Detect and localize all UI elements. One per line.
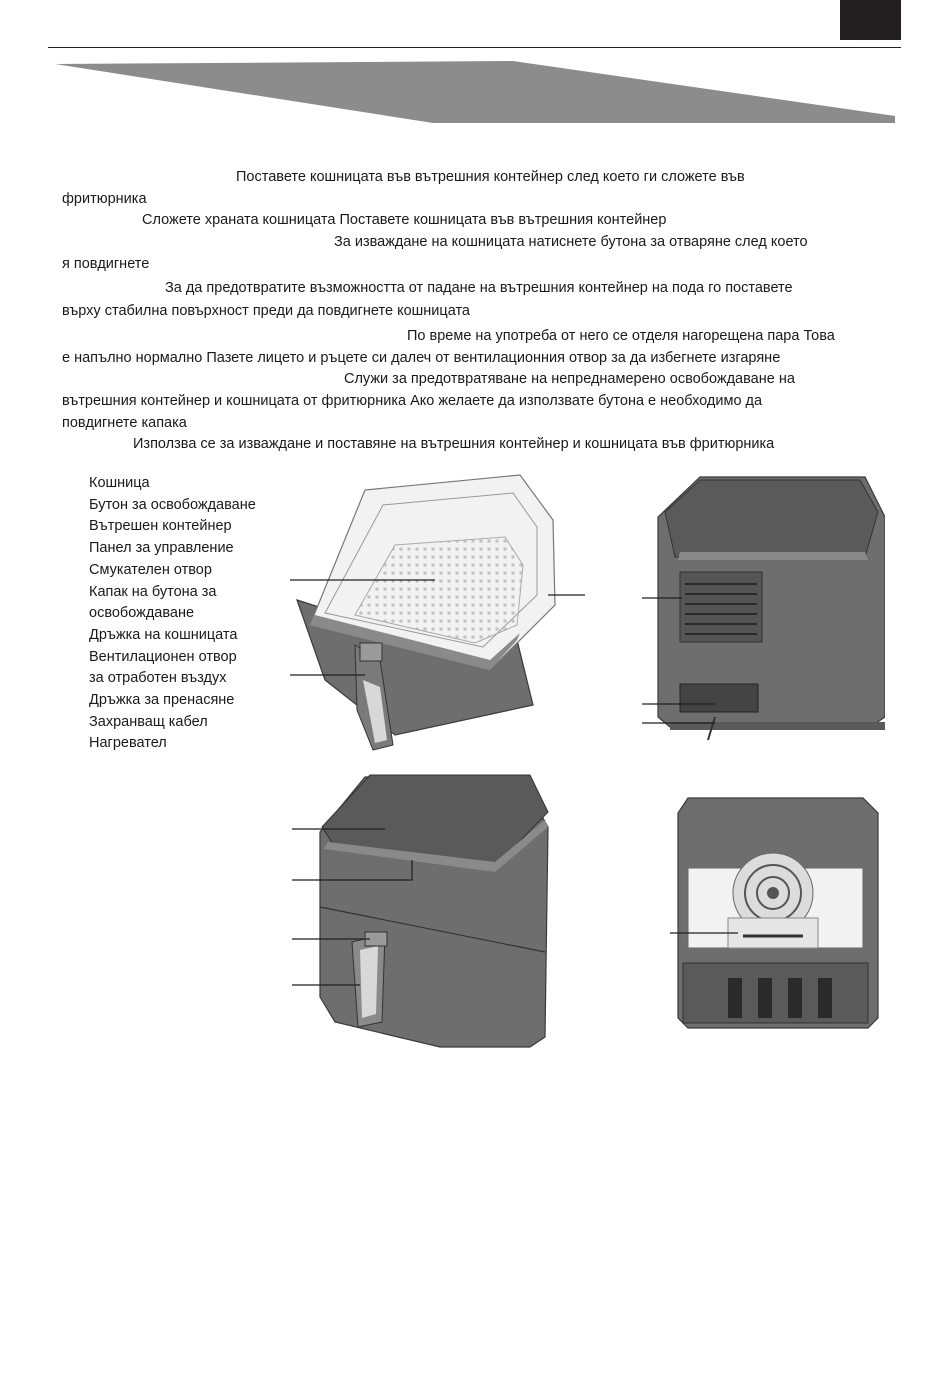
basket-illustration bbox=[285, 465, 595, 755]
instruction-3b: я повдигнете bbox=[62, 256, 150, 272]
part-label: Бутон за освобождаване bbox=[89, 496, 256, 513]
part-label: Кошница bbox=[89, 475, 150, 491]
part-label: Дръжка на кошницата bbox=[89, 626, 238, 643]
bottom-view-illustration bbox=[668, 788, 883, 1033]
front-view-illustration bbox=[290, 772, 555, 1054]
part-label: освобождаване bbox=[89, 605, 195, 622]
instruction-1b: фритюрника bbox=[62, 191, 147, 207]
parts-list bbox=[89, 473, 256, 755]
rear-view-illustration bbox=[640, 472, 885, 750]
instruction-5a: По време на употреба от него се отделя нагорещена пара Това bbox=[407, 328, 835, 344]
section-banner bbox=[55, 61, 895, 123]
part-label: Нагревател bbox=[89, 735, 167, 752]
instruction-6c: повдигнете капака bbox=[62, 415, 187, 431]
part-label: Дръжка за пренасяне bbox=[89, 692, 235, 709]
header-rule bbox=[48, 47, 901, 48]
instruction-7: Използва се за изваждане и поставяне на вътрешния контейнер и кошницата във фритюрника bbox=[133, 436, 775, 452]
part-label: Смукателен отвор bbox=[89, 561, 212, 578]
part-label: Вътрешен контейнер bbox=[89, 518, 232, 535]
instruction-3a: За изваждане на кошницата натиснете бутона за отваряне след което bbox=[334, 234, 808, 250]
part-label: за отработен въздух bbox=[89, 670, 227, 687]
instruction-6b: вътрешния контейнер и кошницата от фритюрника Ако желаете да използвате бутона е необходимо да bbox=[62, 393, 763, 409]
part-label: Панел за управление bbox=[89, 540, 234, 557]
part-label: Капак на бутона за bbox=[89, 583, 217, 600]
instruction-6a: Служи за предотвратяване на непреднамерено освобождаване на bbox=[344, 371, 795, 387]
instruction-1a: Поставете кошницата във вътрешния контейнер след което ги сложете във bbox=[236, 169, 745, 185]
language-tab bbox=[840, 0, 901, 40]
instruction-2: Сложете храната кошницата Поставете кошницата във вътрешния контейнер bbox=[142, 212, 667, 228]
part-label: Вентилационен отвор bbox=[89, 648, 237, 665]
instruction-4b: върху стабилна повърхност преди да повдигнете кошницата bbox=[62, 303, 470, 319]
instruction-5b: е напълно нормално Пазете лицето и ръцете си далеч от вентилационния отвор за да избегнете изгаряне bbox=[62, 350, 781, 366]
part-label: Захранващ кабел bbox=[89, 713, 208, 730]
instruction-4a: За да предотвратите възможността от падане на вътрешния контейнер на пода го поставете bbox=[165, 280, 793, 296]
